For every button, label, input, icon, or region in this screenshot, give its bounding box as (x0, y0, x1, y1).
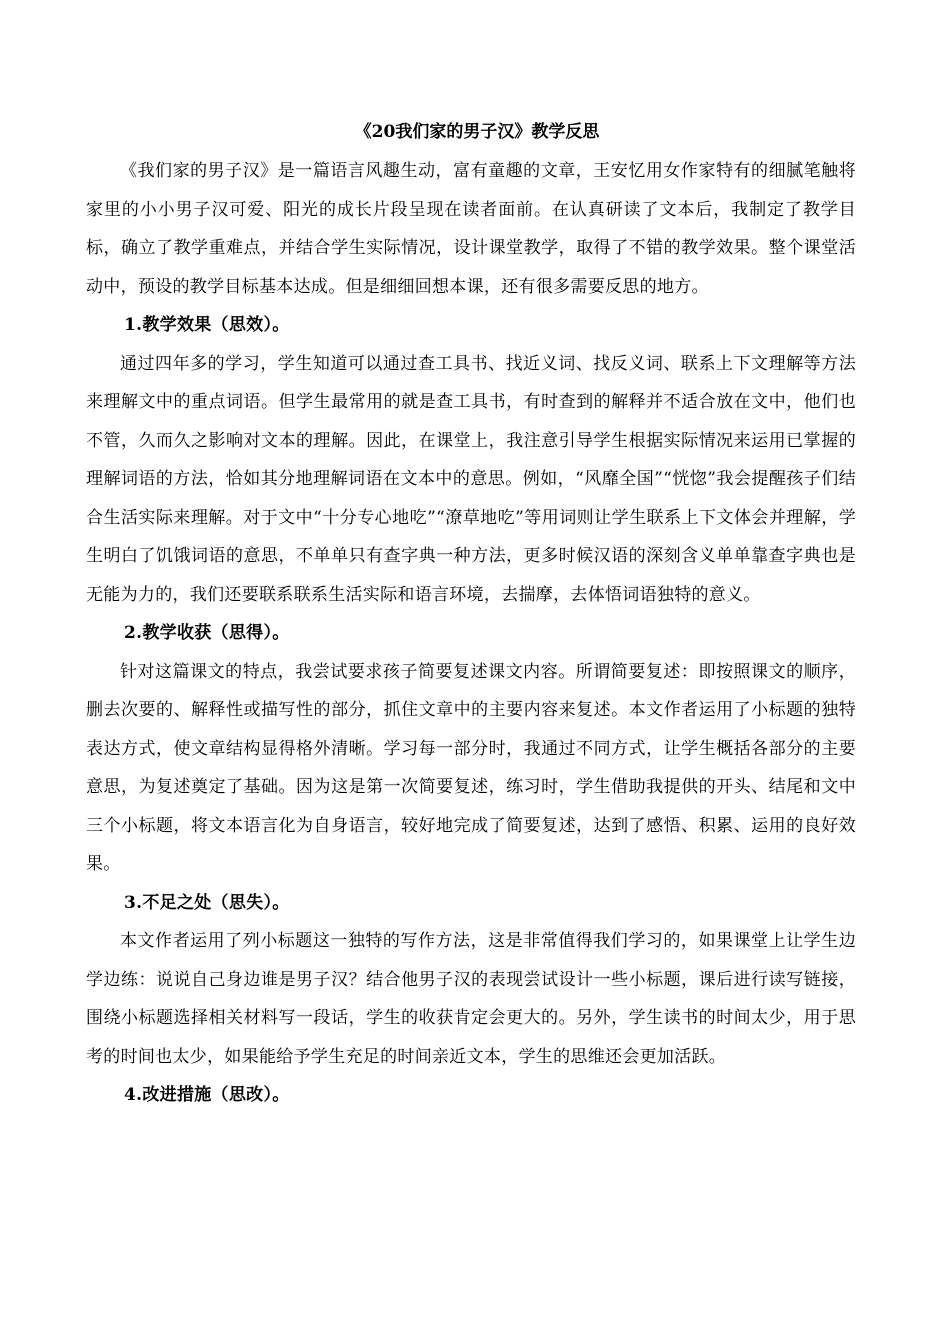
intro-paragraph: 《我们家的男子汉》是一篇语言风趣生动，富有童趣的文章，王安忆用女作家特有的细腻笔触将家里的小小男子汉可爱、阳光的成长片段呈现在读者面前。在认真研读了文本后，我制定了教学目标，确立了教学重难点，并结合学生实际情况，设计课堂教学，取得了不错的教学效果。整个课堂活动中，预设的教学目标基本达成。但是细细回想本课，还有很多需要反思的地方。 (86, 161, 856, 297)
section-body-3: 本文作者运用了列小标题这一独特的写作方法，这是非常值得我们学习的，如果课堂上让学生边学边练：说说自己身边谁是男子汉？结合他男子汉的表现尝试设计一些小标题，课后进行读写链接，围绕小标题选择相关材料写一段话，学生的收获肯定会更大的。另外，学生读书的时间太少，用于思考的时间也太少，如果能给予学生充足的时间亲近文本，学生的思维还会更加活跃。 (86, 931, 856, 1067)
section-heading-4: 4.改进措施（思改）。 (124, 1085, 290, 1105)
section-body-2: 针对这篇课文的特点，我尝试要求孩子简要复述课文内容。所谓简要复述：即按照课文的顺序，删去次要的、解释性或描写性的部分，抓住文章中的主要内容来复述。本文作者运用了小标题的独特表达方式，使文章结构显得格外清晰。学习每一部分时，我通过不同方式，让学生概括各部分的主要意思，为复述奠定了基础。因为这是第一次简要复述，练习时，学生借助我提供的开头、结尾和文中三个小标题，将文本语言化为自身语言，较好地完成了简要复述，达到了感悟、积累、运用的良好效果。 (86, 661, 856, 874)
section-body-1: 通过四年多的学习，学生知道可以通过查工具书、找近义词、找反义词、联系上下文理解等方法来理解文中的重点词语。但学生最常用的就是查工具书，有时查到的解释并不适合放在文中，他们也不管，久而久之影响对文本的理解。因此，在课堂上，我注意引导学生根据实际情况来运用已掌握的理解词语的方法，恰如其分地理解词语在文本中的意思。例如，“风靡全国”“恍惚”我会提醒孩子们结合生活实际来理解。对于文中“十分专心地吃”“潦草地吃”等用词则让学生联系上下文体会并理解，学生明白了饥饿词语的意思，不单单只有查字典一种方法，更多时候汉语的深刻含义单单靠查字典也是无能为力的，我们还要联系联系生活实际和语言环境，去揣摩，去体悟词语独特的意义。 (86, 353, 856, 605)
section-heading-3: 3.不足之处（思失）。 (124, 892, 290, 913)
document-page (86, 112, 856, 1115)
document-title: 《20我们家的男子汉》教学反思 (354, 122, 600, 142)
section-heading-1: 1.教学效果（思效）。 (124, 315, 290, 335)
section-heading-2: 2.教学收获（思得）。 (124, 623, 290, 643)
